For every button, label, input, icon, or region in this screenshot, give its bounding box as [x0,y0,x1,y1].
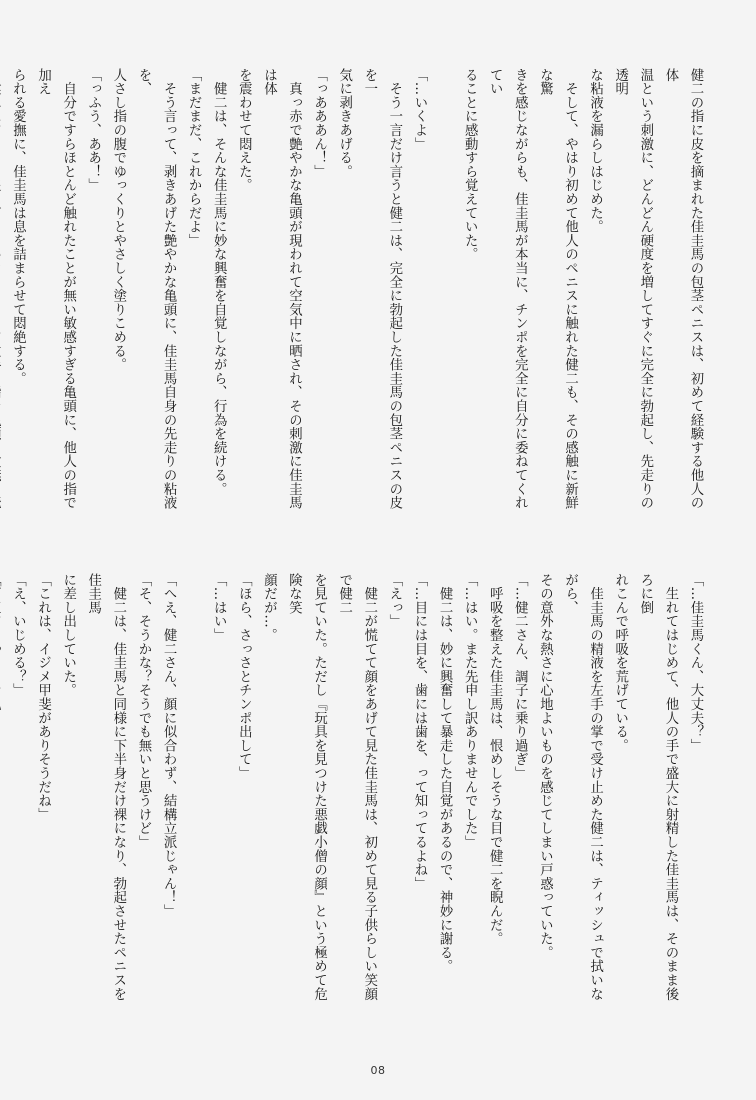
text-line: 「そ、そうかな？そうでも無いと思うけど」 [135,573,151,849]
text-line: 気に剥きあげる。 [336,68,352,179]
text-line: 健二の指に皮を摘まれた佳圭馬の包茎ペニスは、初めて経験する他人の体 [662,68,703,510]
text-line: を震わせて悶えた。 [236,68,252,193]
text-line: 「…健二さん、調子に乗り過ぎ」 [512,573,528,780]
text-line: 「…佳圭馬くん、大丈夫？」 [688,573,703,753]
text-line: 真っ赤で艶やかな亀頭が現われて空気中に晒され、その刺激に佳圭馬は体 [261,68,302,510]
text-line: 佳圭馬の精液を左手の掌で受け止めた健二は、ティッシュで拭いながら、 [562,573,603,1001]
text-line: 健二は、妙に興奮して暴走した自覚があるので、神妙に謝る。 [437,573,453,974]
text-line: 健二は、そんな佳圭馬に妙な興奮を自覚しながら、行為を続ける。 [211,68,227,496]
text-line: に差し出していた。 [60,573,76,698]
text-line: な粘液を漏らしはじめた。 [587,68,603,234]
text-line: 「まだまだ、これからだよ」 [186,68,202,248]
text-line: 「…目には目を、歯には歯を、って知ってるよね」 [411,573,427,891]
text-line: 「っふう、ああ！」 [85,68,101,193]
text-line: ることに感動すら覚えていた。 [462,68,478,262]
text-line: 「…いくよ」 [411,68,427,151]
text-line: その意外な熱さに心地よいものを感じてしまい戸惑っていた。 [537,573,553,960]
text-line [181,573,206,1005]
text-line: 温という刺激に、どんどん硬度を増してすぐに完全に勃起し、先走りの透明 [612,68,653,510]
text-line: 「えっ」 [386,573,402,629]
text-line: 「ほら、さっさとチンポ出して」 [236,573,252,780]
text-line: 「…はい。また先申し訳ありませんでした」 [462,573,478,849]
text-line: 「っあああん！」 [311,68,327,179]
text-line: 健二が慌てて顔をあげて見た佳圭馬は、初めて見る子供らしい笑顔で健二 [336,573,377,1001]
text-line: 「え、いじめる？」 [10,573,26,698]
text-line [0,68,5,520]
text-line: 生れてはじめて、他人の手で盛大に射精した佳圭馬は、そのまま後ろに倒 [637,573,678,1001]
text-line: 呼吸を整えた佳圭馬は、恨めしそうな目で健二を睨んだ。 [487,573,503,946]
text-line [0,573,5,1005]
text-line: 顔だが…。 [261,573,277,642]
text-line: を見ていた。ただし『玩具を見つけた悪戯小僧の顔』という極めて危険な笑 [286,573,327,1001]
text-line: 自分ですらほとんど触れたことが無い敏感すぎる亀頭に、他人の指で加え [35,68,76,510]
lower-text-block [10,573,708,1005]
text-line: 「…はい」 [211,573,227,642]
text-line [432,68,457,520]
text-line: 「これは、イジメ甲斐がありそうだね」 [35,573,51,822]
text-line: きを感じながらも、佳圭馬が本当に、チンポを完全に自分に委ねてくれてい [487,68,528,510]
text-line: そして、やはり初めて他人のペニスに触れた健二も、その感触に新鮮な驚 [537,68,578,510]
text-line: られる愛撫に、佳圭馬は息を詰まらせて悶絶する。 [10,68,26,386]
upper-text-block [10,68,708,520]
text-line: 人さし指の腹でゆっくりとやさしく塗りこめる。 [110,68,126,372]
text-line: 「へえ、健二さん、顔に似合わず、結構立派じゃん！」 [161,573,177,918]
text-line: そう言って、剥きあげた艶やかな亀頭に、佳圭馬自身の先走りの粘液を、 [135,68,177,510]
page-number: 08 [370,1064,386,1077]
text-line: れこんで呼吸を荒げている。 [612,573,628,753]
text-line: 健二は、佳圭馬と同様に下半身だけ裸になり、勃起させたペニスを佳圭馬 [85,573,126,1001]
text-line: そう一言だけ言うと健二は、完全に勃起した佳圭馬の包茎ペニスの皮を一 [361,68,402,510]
